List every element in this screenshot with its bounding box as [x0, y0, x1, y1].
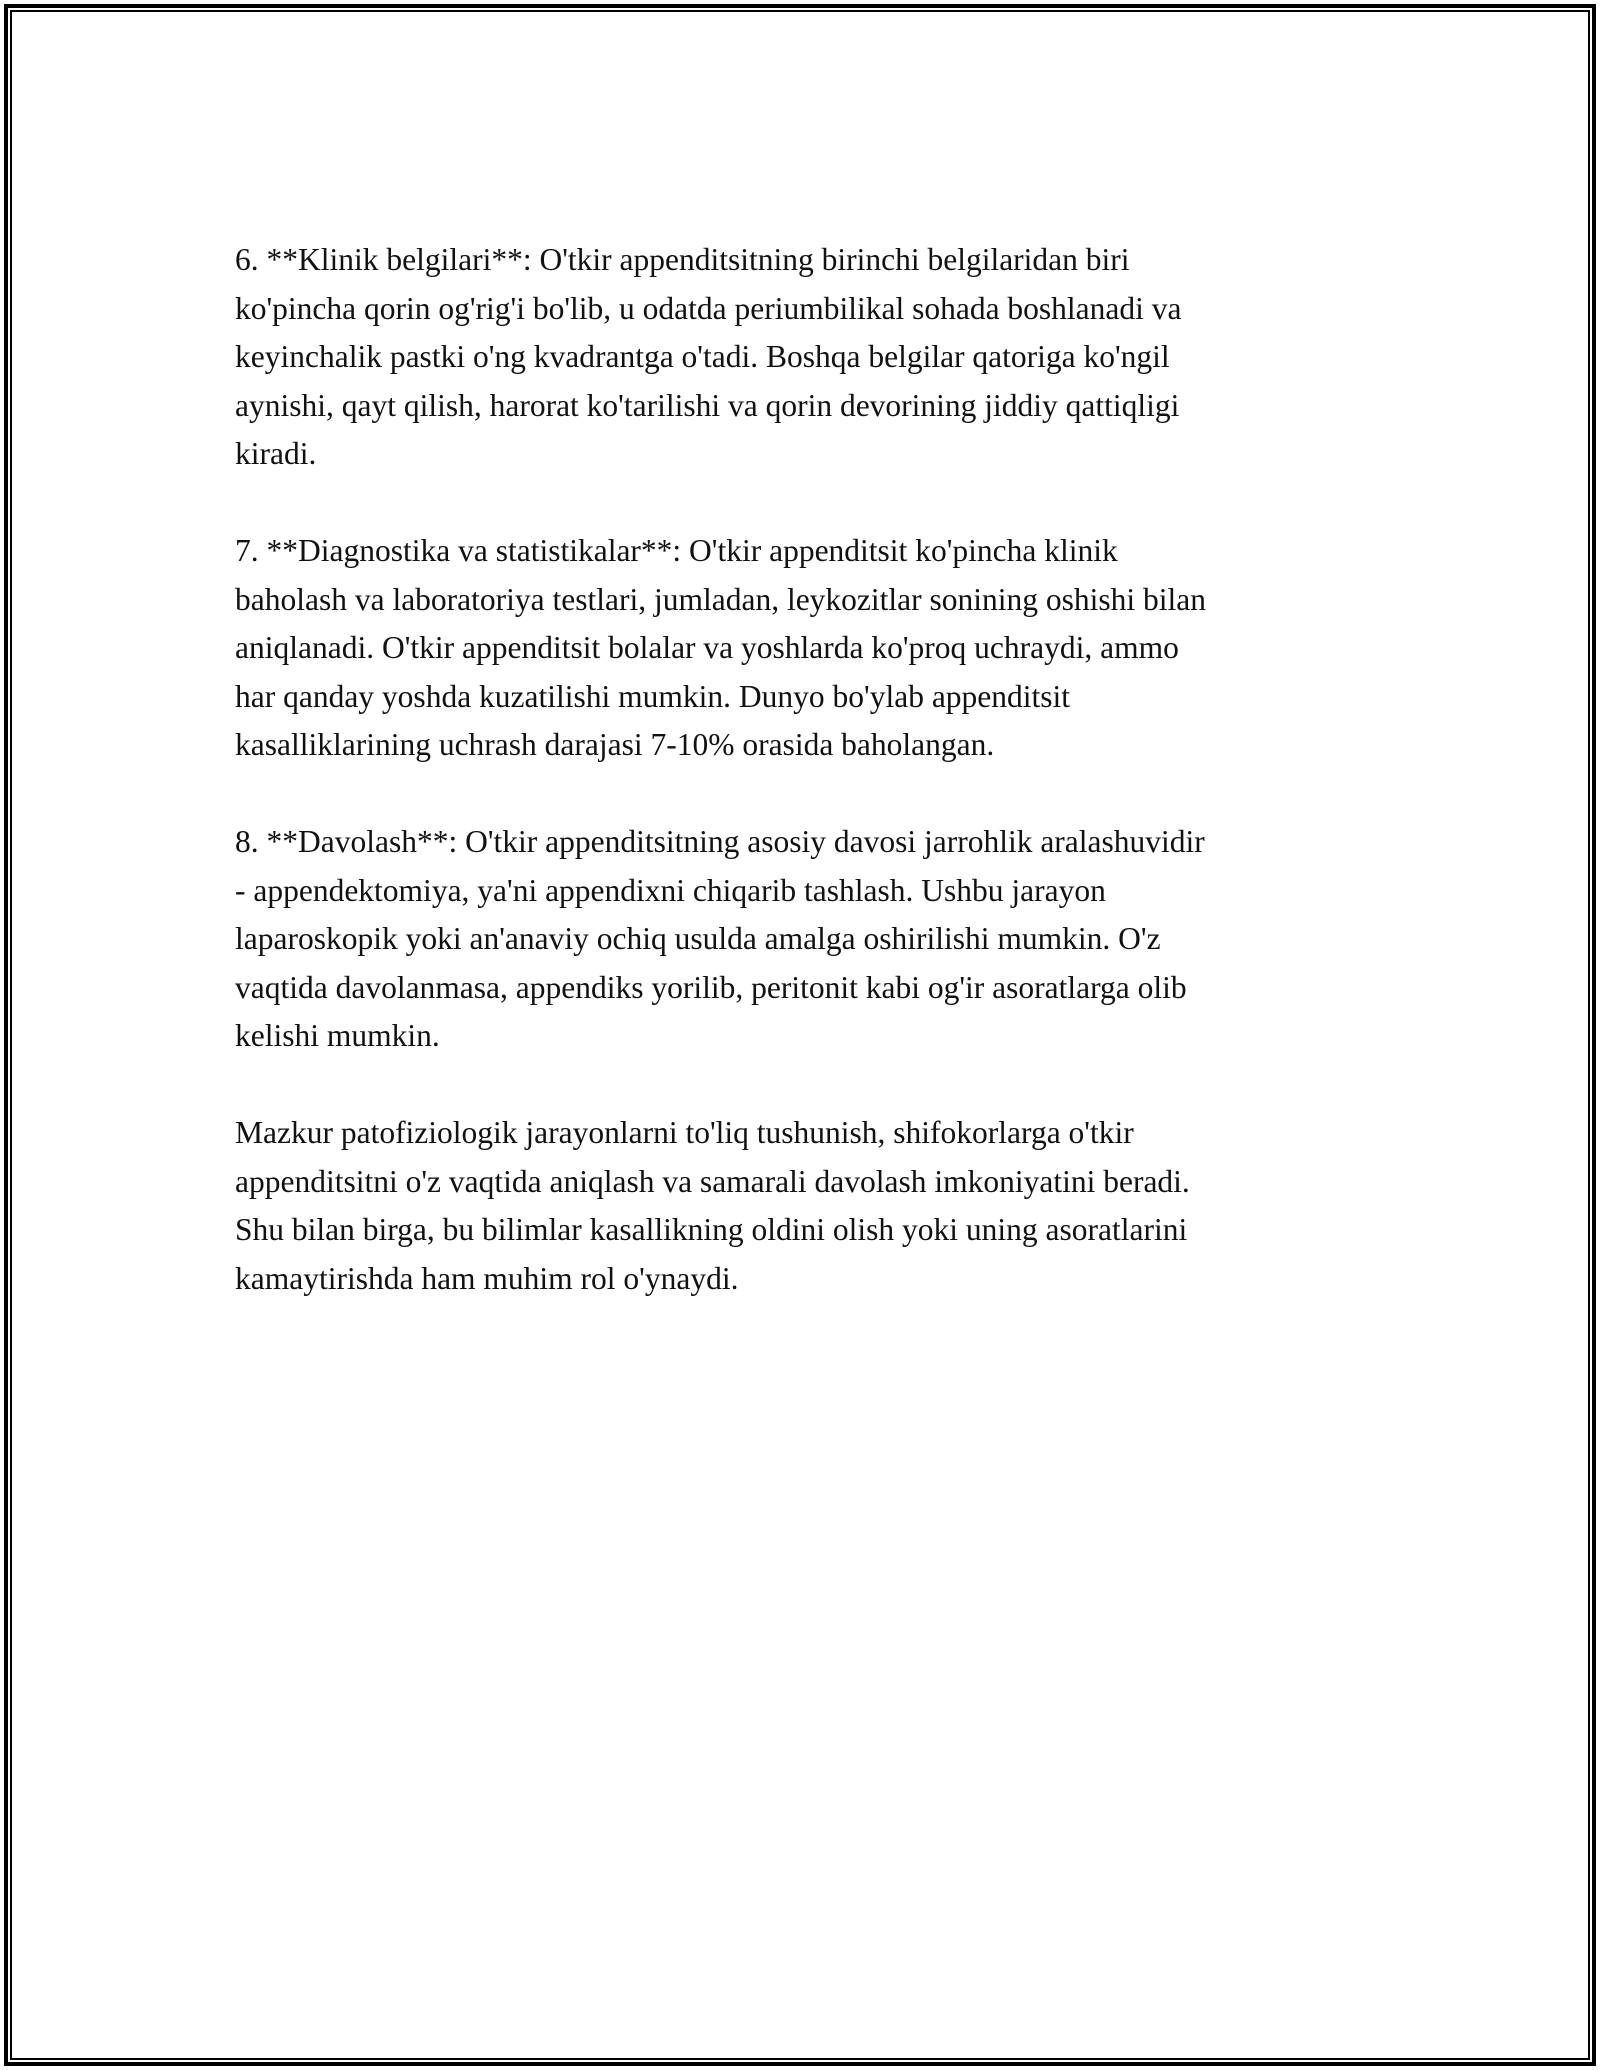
paragraph-conclusion: Mazkur patofiziologik jarayonlarni to'liq tushunish, shifokorlarga o'tkir appenditsitni o'z vaqtida aniqlash va samarali davolash imkoniyatini beradi. Shu bilan birga, bu bilimlar kasallikning oldini olish yoki uning asoratlarini kamaytirishda ham muhim rol o'ynaydi. — [235, 1115, 1190, 1296]
paragraph-treatment: 8. **Davolash**: O'tkir appenditsitning asosiy davosi jarrohlik aralashuvidir - appendektomiya, ya'ni appendixni chiqarib tashlash. Ushbu jarayon laparoskopik yoki an'anaviy ochiq usulda amalga oshirilishi mumkin. O'z vaqtida davolanmasa, appendiks yorilib, peritonit kabi og'ir asoratlarga olib kelishi mumkin. — [235, 824, 1205, 1053]
document-body — [235, 236, 1375, 1352]
paragraph-diagnostics: 7. **Diagnostika va statistikalar**: O'tkir appenditsit ko'pincha klinik baholash va laboratoriya testlari, jumladan, leykozitlar sonining oshishi bilan aniqlanadi. O'tkir appenditsit bolalar va yoshlarda ko'proq uchraydi, ammo har qanday yoshda kuzatilishi mumkin. Dunyo bo'ylab appenditsit kasalliklarining uchrash darajasi 7-10% orasida baholangan. — [235, 533, 1207, 762]
paragraph-clinical-signs: 6. **Klinik belgilari**: O'tkir appenditsitning birinchi belgilaridan biri ko'pincha qorin og'rig'i bo'lib, u odatda periumbilikal sohada boshlanadi va keyinchalik pastki o'ng kvadrantga o'tadi. Boshqa belgilar qatoriga ko'ngil aynishi, qayt qilish, harorat ko'tarilishi va qorin devorining jiddiy qattiqligi kiradi. — [235, 242, 1182, 471]
